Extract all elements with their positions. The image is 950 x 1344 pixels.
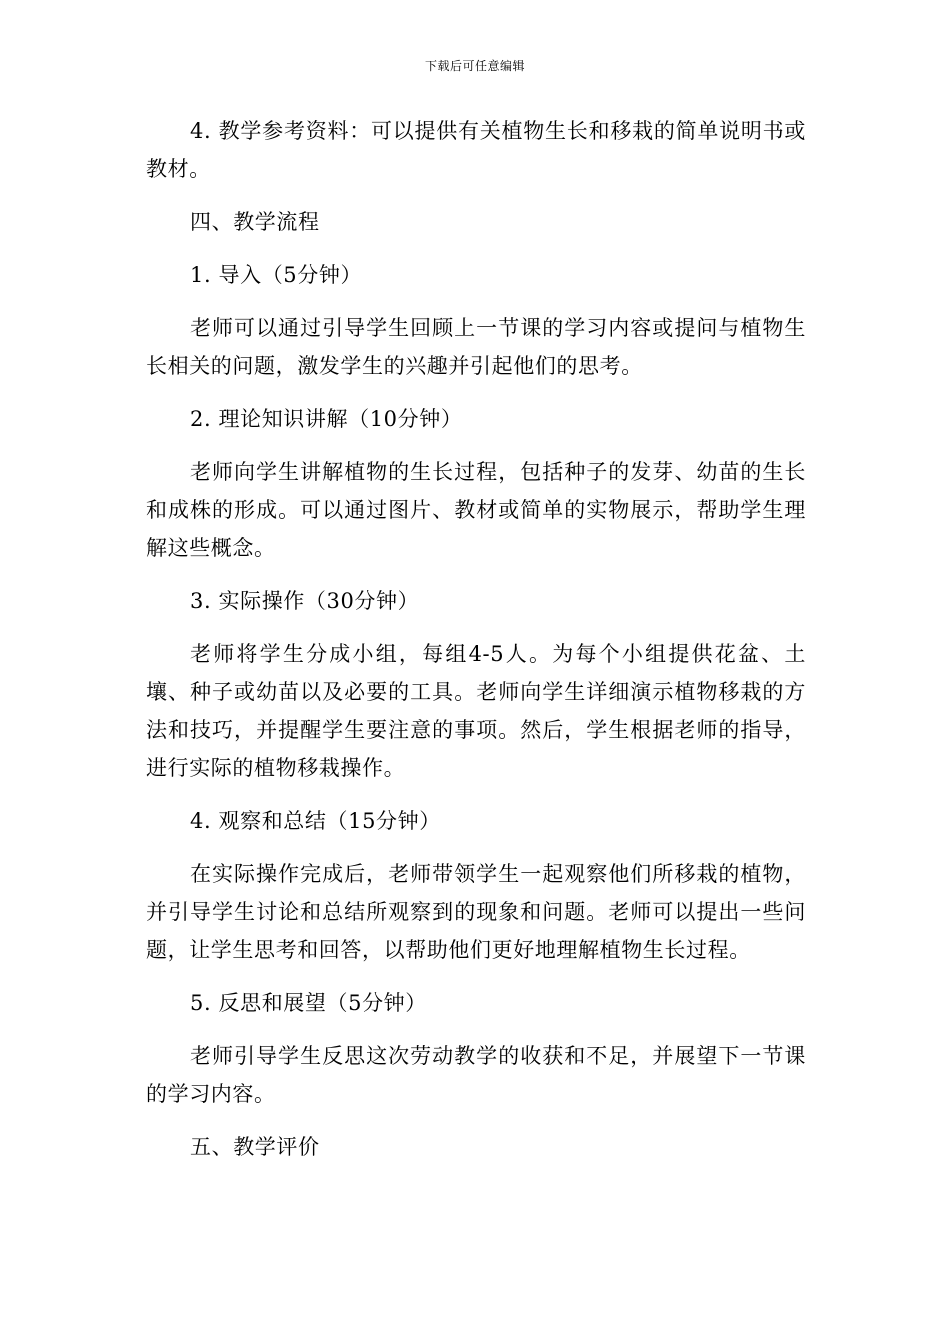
document-body	[146, 112, 806, 1181]
step-heading-observe: 4. 观察和总结（15分钟）	[190, 809, 441, 833]
step-body-practice: 老师将学生分成小组，每组4-5人。为每个小组提供花盆、土壤、种子或幼苗以及必要的工具。老师向学生详细演示植物移栽的方法和技巧，并提醒学生要注意的事项。然后，学生根据老师的指导，进行实际的植物移栽操作。	[146, 642, 806, 780]
item-teaching-reference: 4. 教学参考资料：可以提供有关植物生长和移栽的简单说明书或教材。	[146, 119, 806, 181]
step-body-intro: 老师可以通过引导学生回顾上一节课的学习内容或提问与植物生长相关的问题，激发学生的兴趣并引起他们的思考。	[146, 316, 806, 378]
step-heading-intro: 1. 导入（5分钟）	[190, 263, 363, 287]
step-body-observe: 在实际操作完成后，老师带领学生一起观察他们所移栽的植物，并引导学生讨论和总结所观察到的现象和问题。老师可以提出一些问题，让学生思考和回答，以帮助他们更好地理解植物生长过程。	[146, 862, 806, 962]
step-body-reflect: 老师引导学生反思这次劳动教学的收获和不足，并展望下一节课的学习内容。	[146, 1044, 806, 1106]
section-heading-evaluation: 五、教学评价	[190, 1135, 320, 1159]
step-heading-practice: 3. 实际操作（30分钟）	[190, 589, 420, 613]
section-heading-teaching-process: 四、教学流程	[190, 210, 320, 234]
step-heading-theory: 2. 理论知识讲解（10分钟）	[190, 407, 463, 431]
page-header: 下载后可任意编辑	[424, 59, 525, 73]
step-heading-reflect: 5. 反思和展望（5分钟）	[190, 991, 427, 1015]
step-body-theory: 老师向学生讲解植物的生长过程，包括种子的发芽、幼苗的生长和成株的形成。可以通过图片、教材或简单的实物展示，帮助学生理解这些概念。	[146, 460, 806, 560]
